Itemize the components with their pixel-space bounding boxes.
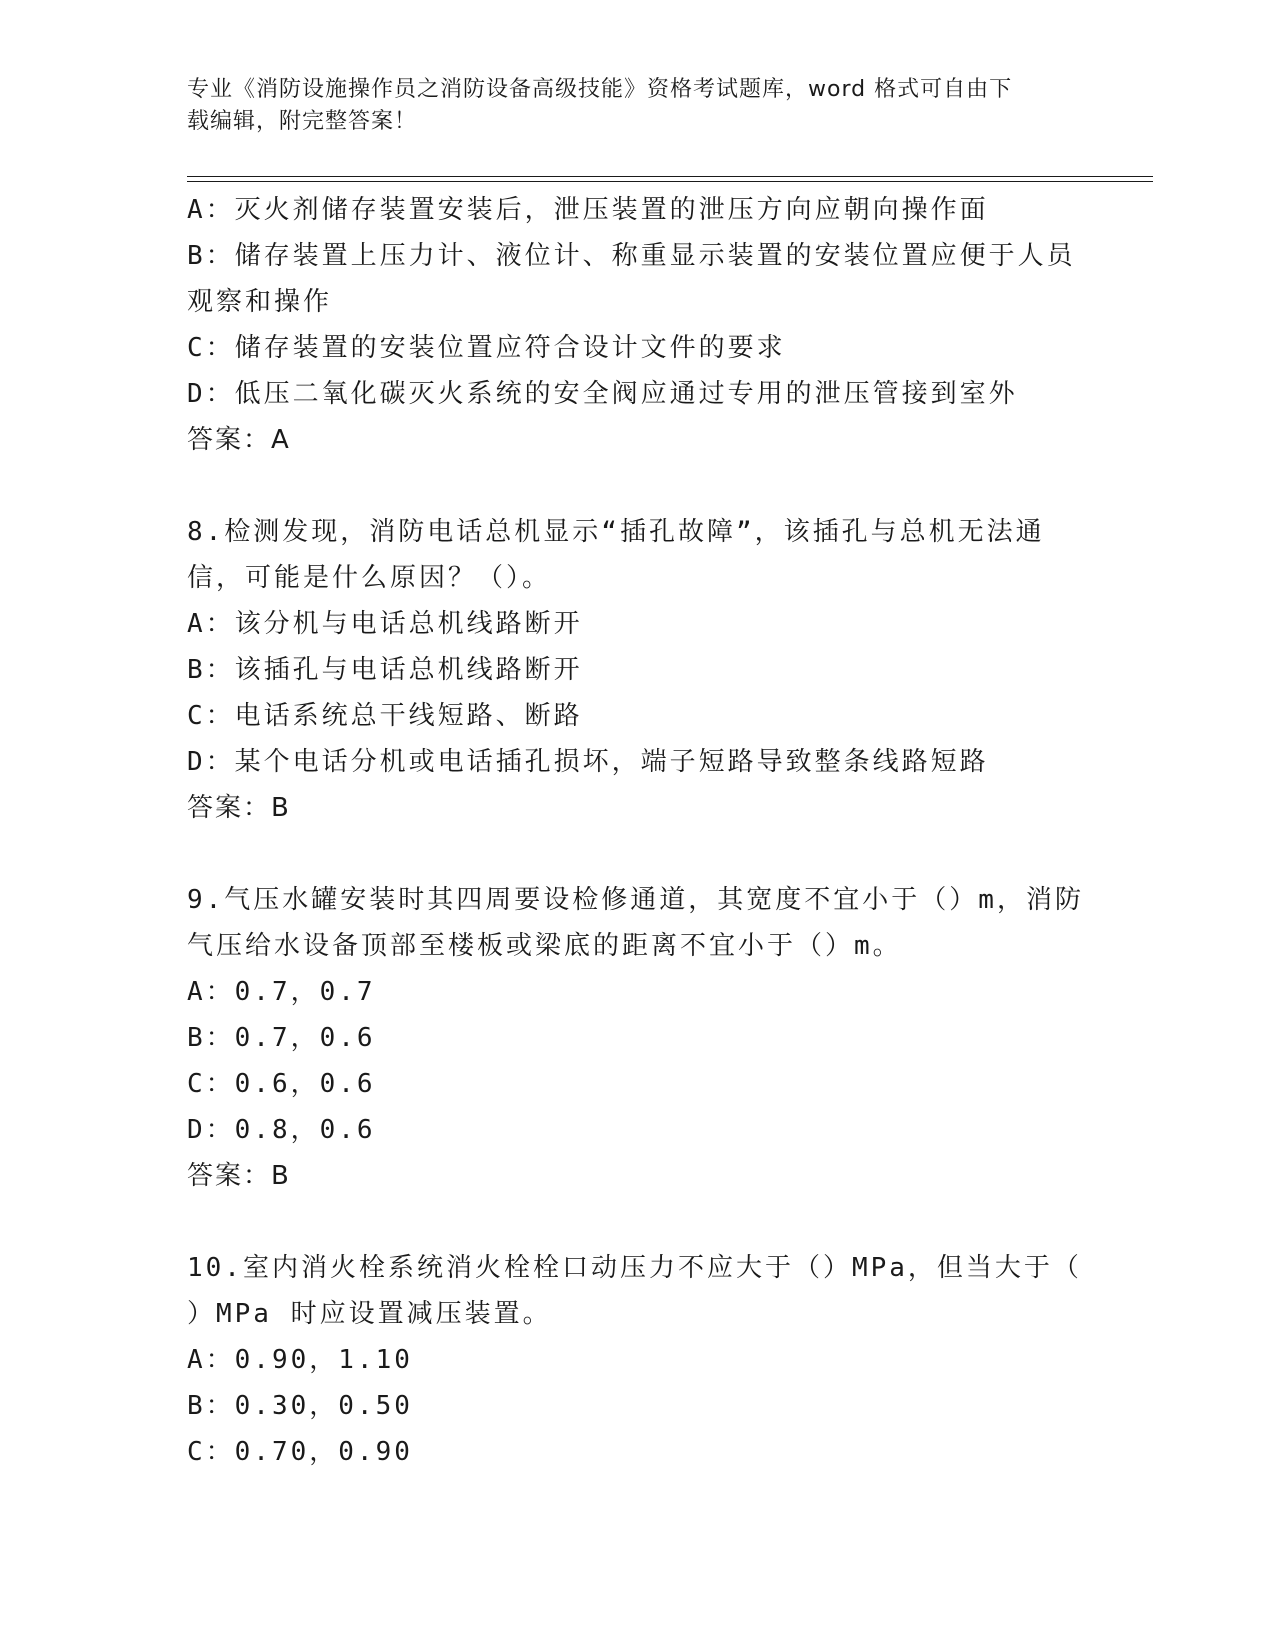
answer-line: 答案：A: [187, 425, 291, 455]
spacer: [187, 831, 1087, 877]
option-b-line-2: 观察和操作: [187, 287, 333, 317]
option-c: C：0.6，0.6: [187, 1069, 376, 1099]
option-d: D：某个电话分机或电话插孔损坏，端子短路导致整条线路短路: [187, 747, 989, 777]
header-divider-bottom: [187, 181, 1153, 182]
header-line-1: 专业《消防设施操作员之消防设备高级技能》资格考试题库，word 格式可自由下: [187, 77, 1013, 102]
option-c: C：0.70，0.90: [187, 1437, 413, 1467]
option-c: C：储存装置的安装位置应符合设计文件的要求: [187, 333, 786, 363]
option-a: A：0.90，1.10: [187, 1345, 413, 1375]
option-b: B：该插孔与电话总机线路断开: [187, 655, 583, 685]
question-stem-line-2: 信，可能是什么原因？（）。: [187, 563, 552, 593]
spacer: [187, 463, 1087, 509]
option-a: A：灭火剂储存装置安装后，泄压装置的泄压方向应朝向操作面: [187, 195, 989, 225]
option-b: B：0.30，0.50: [187, 1391, 413, 1421]
question-8: [187, 509, 1087, 831]
question-stem-line-1: 8.检测发现，消防电话总机显示“插孔故障”，该插孔与总机无法通: [187, 517, 1045, 547]
question-stem-line-2: ）MPa 时应设置减压装置。: [187, 1299, 552, 1329]
option-d: D：0.8，0.6: [187, 1115, 376, 1145]
document-header: [187, 74, 1087, 138]
option-d: D：低压二氧化碳灭火系统的安全阀应通过专用的泄压管接到室外: [187, 379, 1018, 409]
answer-line: 答案：B: [187, 793, 291, 823]
option-c: C：电话系统总干线短路、断路: [187, 701, 583, 731]
question-previous: [187, 187, 1087, 463]
question-stem-line-1: 9.气压水罐安装时其四周要设检修通道，其宽度不宜小于（）m，消防: [187, 885, 1084, 915]
question-stem-line-1: 10.室内消火栓系统消火栓栓口动压力不应大于（）MPa，但当大于（: [187, 1253, 1082, 1283]
question-list: [187, 187, 1087, 1475]
header-line-2: 载编辑，附完整答案！: [187, 109, 418, 134]
spacer: [187, 1199, 1087, 1245]
answer-line: 答案：B: [187, 1161, 291, 1191]
option-b: B：0.7，0.6: [187, 1023, 376, 1053]
question-stem-line-2: 气压给水设备顶部至楼板或梁底的距离不宜小于（）m。: [187, 931, 902, 961]
option-a: A：0.7，0.7: [187, 977, 376, 1007]
question-9: [187, 877, 1087, 1199]
header-divider-top: [187, 176, 1153, 177]
option-b-line-1: B：储存装置上压力计、液位计、称重显示装置的安装位置应便于人员: [187, 241, 1076, 271]
question-10: [187, 1245, 1087, 1475]
option-a: A：该分机与电话总机线路断开: [187, 609, 583, 639]
